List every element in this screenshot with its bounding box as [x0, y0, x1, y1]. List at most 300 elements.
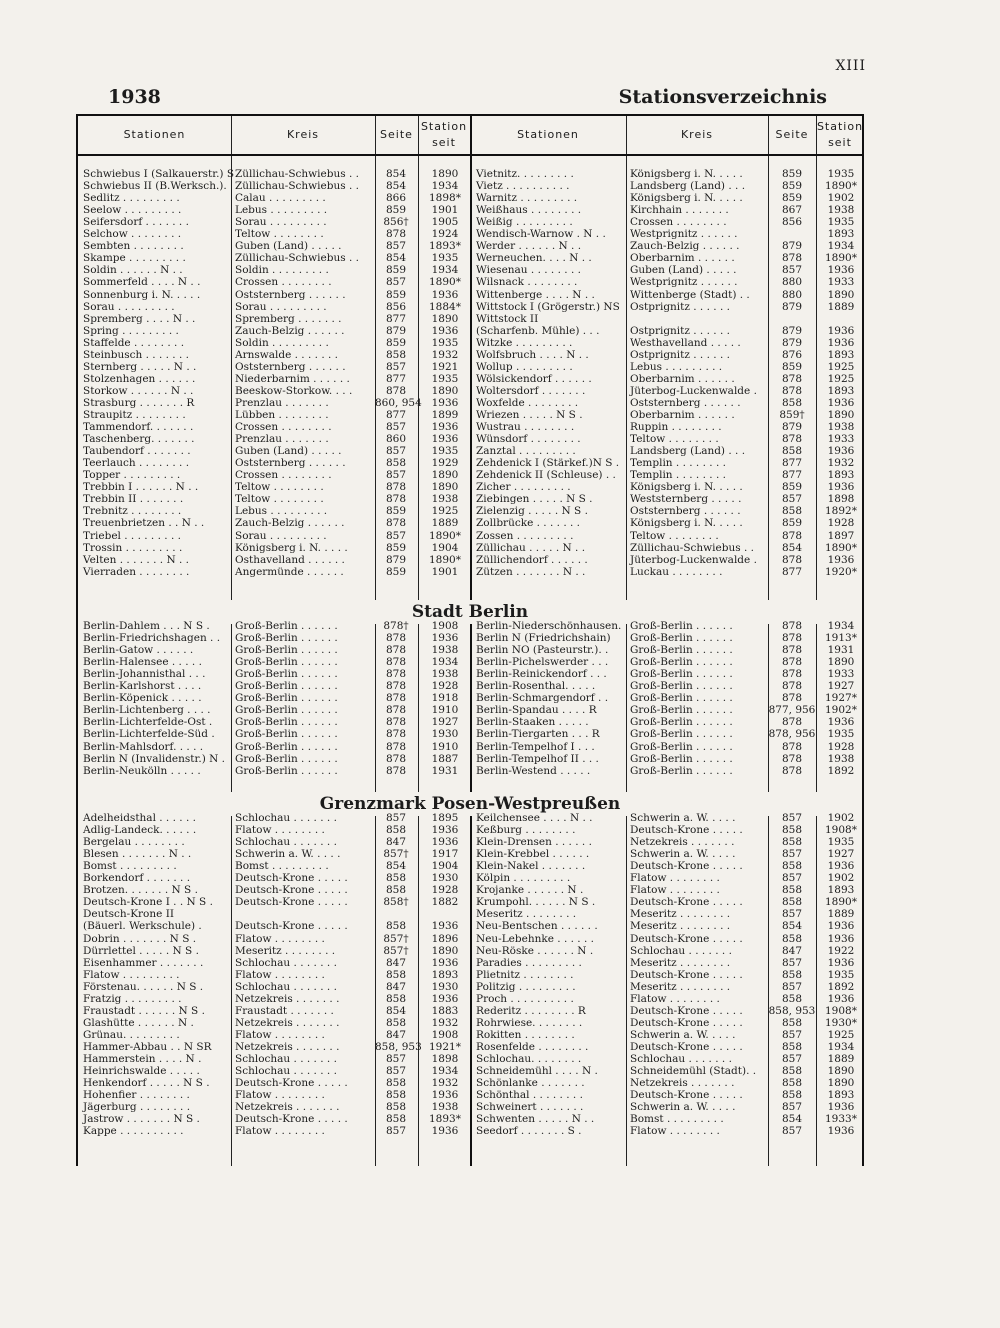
table-row: [78, 969, 862, 981]
cell-station: Glashütte . . . . . . N .: [83, 1016, 194, 1029]
cell-kreis: Sorau . . . . . . . . .: [235, 529, 327, 542]
cell-station: Berlin-Köpenick . . . . .: [83, 692, 202, 705]
cell-station: Strasburg . . . . . . . R: [83, 396, 195, 409]
cell-station: Trebbin I . . . . . . N . .: [83, 481, 199, 494]
cell-station: Taubendorf . . . . . . .: [83, 445, 191, 458]
table-row: [78, 542, 862, 554]
cell-seit: 1925: [431, 505, 459, 518]
cell-station: Eisenhammer . . . . . . .: [83, 956, 204, 969]
table-row: [78, 204, 862, 216]
table-row: [78, 1113, 862, 1125]
cell-seite: 858: [385, 457, 407, 470]
cell-kreis-right: Schlochau . . . . . . .: [630, 1053, 732, 1065]
cell-station-right: Berlin-Staaken . . . . .: [476, 716, 589, 729]
cell-kreis-right: Oberbarnim . . . . . .: [630, 409, 735, 421]
cell-station: Jägerburg . . . . . . . .: [83, 1101, 191, 1114]
cell-seit-right: 1936: [827, 956, 855, 969]
cell-seite: 878: [385, 692, 407, 705]
table-row: [78, 301, 862, 313]
cell-station: Trebnitz . . . . . . . .: [83, 505, 182, 518]
cell-kreis: Groß-Berlin . . . . . .: [235, 632, 338, 645]
cell-kreis-right: Groß-Berlin . . . . . .: [630, 728, 733, 741]
cell-seite-right: 854: [781, 541, 803, 554]
table-row: [78, 289, 862, 301]
cell-kreis: Deutsch-Krone . . . . .: [235, 1113, 348, 1126]
cell-kreis-right: Königsberg i. N. . . . .: [630, 192, 743, 205]
table-row: [78, 1053, 862, 1065]
page-number: XIII: [835, 58, 866, 74]
cell-seit: 1896: [431, 932, 459, 945]
cell-seit: 1936: [431, 824, 459, 837]
cell-seit-right: 1890*: [825, 252, 857, 265]
cell-seite-right: 857: [781, 1028, 803, 1041]
table-row: [78, 1077, 862, 1089]
cell-station: Berlin-Friedrichshagen . .: [83, 632, 221, 645]
cell-seit-right: 1902*: [825, 704, 857, 717]
cell-seite: 857: [385, 1065, 407, 1078]
header-station-seit: Station seit: [420, 120, 468, 149]
cell-station-right: Meseritz . . . . . . . .: [476, 908, 577, 921]
cell-seite: 858†: [383, 896, 409, 909]
cell-seit-right: 1902: [827, 872, 855, 885]
cell-seit-right: 1890*: [825, 180, 857, 193]
cell-kreis-right: Netzekreis . . . . . . .: [630, 836, 735, 849]
cell-seite: 858: [385, 920, 407, 933]
cell-seit: 1936: [431, 956, 459, 969]
cell-kreis: Zauch-Belzig . . . . . .: [235, 517, 345, 530]
cell-kreis: Groß-Berlin . . . . . .: [235, 728, 338, 741]
cell-station-right: Proch . . . . . . . . . .: [476, 992, 574, 1005]
cell-seite: 857: [385, 421, 407, 434]
cell-kreis: Züllichau-Schwiebus . .: [235, 180, 359, 193]
table-row: [78, 505, 862, 517]
table-row: [78, 469, 862, 481]
cell-station-right: Züllichau . . . . . N . .: [476, 541, 586, 554]
cell-station-right: Wilsnack . . . . . . . .: [476, 276, 578, 289]
table-row: [78, 264, 862, 276]
cell-station: Sedlitz . . . . . . . . .: [83, 192, 180, 205]
cell-seite-right: 858: [781, 1016, 803, 1029]
cell-station-right: Warnitz . . . . . . . . .: [476, 192, 578, 205]
cell-station-right: Klein-Krebbel . . . . . .: [476, 848, 590, 861]
table-row: [78, 180, 862, 192]
cell-seit: 1934: [431, 264, 459, 277]
cell-seit: 1938: [431, 493, 459, 506]
cell-seite: 858: [385, 968, 407, 981]
cell-kreis-right: Deutsch-Krone . . . . .: [630, 1004, 743, 1017]
cell-station-right: Kölpin . . . . . . . . .: [476, 872, 571, 885]
cell-seite: 859: [385, 505, 407, 518]
table-row: [78, 1125, 862, 1137]
cell-kreis-right: Meseritz . . . . . . . .: [630, 980, 731, 993]
cell-kreis-right: Westprignitz . . . . . .: [630, 228, 738, 241]
table-row: [78, 860, 862, 872]
cell-station: Henkendorf . . . . . N S .: [83, 1077, 210, 1090]
cell-seite: 854: [385, 1004, 407, 1017]
cell-seit-right: 1928: [827, 517, 855, 530]
cell-seite-right: 858: [781, 860, 803, 873]
cell-station: Adlig-Landeck. . . . . .: [83, 824, 197, 837]
cell-kreis: Netzekreis . . . . . . .: [235, 1016, 340, 1029]
cell-station: Borkendorf . . . . . . .: [83, 872, 191, 885]
section-title: Grenzmark Posen-Westpreußen: [78, 792, 862, 816]
cell-kreis-right: Templin . . . . . . . .: [630, 469, 726, 482]
cell-station-right: Wiesenau . . . . . . . .: [476, 264, 581, 277]
cell-seite: 857†: [383, 932, 409, 945]
table-row: [78, 325, 862, 337]
cell-seite: 857: [385, 240, 407, 253]
cell-seite-right: 858: [781, 1040, 803, 1053]
cell-seite-right: 878: [781, 384, 803, 397]
cell-seit-right: 1892: [827, 980, 855, 993]
cell-seit: 1905: [431, 216, 459, 229]
table-row: [78, 824, 862, 836]
header-rule: [78, 154, 862, 156]
cell-seit-right: 1936: [827, 920, 855, 933]
cell-station-right: Werder . . . . . . N . .: [476, 240, 582, 253]
cell-seit: 1890: [431, 481, 459, 494]
cell-seite: 858: [385, 1113, 407, 1126]
cell-kreis: Calau . . . . . . . . .: [235, 192, 326, 205]
cell-seite: 878: [385, 632, 407, 645]
cell-seit-right: 1936: [827, 716, 855, 729]
table-row: [78, 716, 862, 728]
table-row: [78, 945, 862, 957]
cell-seit: 1898*: [429, 192, 461, 205]
cell-seite-right: 878: [781, 716, 803, 729]
cell-seite-right: 879: [781, 240, 803, 253]
cell-seite: 858: [385, 1077, 407, 1090]
cell-seit-right: 1893: [827, 348, 855, 361]
cell-kreis: Netzekreis . . . . . . .: [235, 992, 340, 1005]
cell-station-right: Berlin-Rosenthal. . . . .: [476, 680, 596, 693]
cell-seit: 1930: [431, 728, 459, 741]
cell-seit: 1936: [431, 632, 459, 645]
cell-station: Berlin-Neukölln . . . . .: [83, 764, 201, 777]
cell-seite: 860: [385, 433, 407, 446]
cell-seit: 1935: [431, 252, 459, 265]
cell-kreis-right: Züllichau-Schwiebus . .: [630, 541, 754, 554]
cell-seit: 1936: [431, 288, 459, 301]
table-row: [78, 337, 862, 349]
cell-seit-right: 1920*: [825, 565, 857, 578]
cell-seite: 858: [385, 992, 407, 1005]
cell-seite: 878: [385, 481, 407, 494]
cell-station: Straupitz . . . . . . . .: [83, 409, 186, 421]
cell-seit-right: 1935: [827, 968, 855, 981]
cell-seit-right: 1931: [827, 644, 855, 657]
cell-seite: 859: [385, 288, 407, 301]
cell-station-right: Rederitz . . . . . . . . R: [476, 1004, 586, 1017]
table-row: [78, 692, 862, 704]
table-row: [78, 656, 862, 668]
cell-seit-right: 1934: [827, 240, 855, 253]
cell-seite-right: 877, 956: [768, 704, 816, 717]
cell-seit: 1936: [431, 396, 459, 409]
cell-station-right: Berlin-Tempelhof I . . .: [476, 740, 595, 753]
cell-station-right: Politzig . . . . . . . . .: [476, 980, 576, 993]
cell-station: Deutsch-Krone I . . N S .: [83, 896, 213, 909]
cell-seit: 1936: [431, 836, 459, 849]
cell-seite: 879: [385, 324, 407, 337]
cell-seit: 1904: [431, 860, 459, 873]
table-row: [78, 530, 862, 542]
station-table: [76, 114, 864, 1166]
cell-kreis-right: Deutsch-Krone . . . . .: [630, 896, 743, 909]
cell-station-right: Schneidemühl . . . . N .: [476, 1065, 598, 1078]
cell-seite: 857†: [383, 848, 409, 861]
cell-station-right: Berlin-Pichelswerder . . .: [476, 656, 609, 669]
cell-seit: 1895: [431, 812, 459, 824]
cell-kreis-right: Groß-Berlin . . . . . .: [630, 644, 733, 657]
cell-seit: 1921: [431, 360, 459, 373]
cell-kreis: Flatow . . . . . . . .: [235, 1028, 325, 1041]
cell-seit: 1938: [431, 644, 459, 657]
cell-seite-right: 858: [781, 932, 803, 945]
cell-station: Berlin-Dahlem . . . N S .: [83, 620, 210, 632]
cell-seit: 1936: [431, 1089, 459, 1102]
cell-kreis: Oststernberg . . . . . .: [235, 288, 346, 301]
cell-seit: 1917: [431, 848, 459, 861]
cell-kreis: Königsberg i. N. . . . .: [235, 541, 348, 554]
cell-kreis-right: Schneidemühl (Stadt). .: [630, 1065, 757, 1078]
cell-seit-right: 1938: [827, 752, 855, 765]
cell-kreis: Groß-Berlin . . . . . .: [235, 740, 338, 753]
cell-seite-right: 857: [781, 1125, 803, 1138]
cell-kreis-right: Zauch-Belzig . . . . . .: [630, 240, 740, 253]
header-stationen-right: Stationen: [517, 128, 579, 141]
cell-seite: 854: [385, 252, 407, 265]
table-row: [78, 1017, 862, 1029]
cell-seit-right: 1913*: [825, 632, 857, 645]
cell-station-right: Neu-Bentschen . . . . . .: [476, 920, 598, 933]
cell-kreis-right: Jüterbog-Luckenwalde .: [630, 553, 757, 566]
cell-station-right: Wustrau . . . . . . . .: [476, 421, 575, 434]
cell-seite: 859: [385, 264, 407, 277]
cell-seite-right: 877: [781, 565, 803, 578]
cell-seit-right: 1922: [827, 944, 855, 957]
header-stationen: Stationen: [123, 128, 186, 141]
cell-station-right: Schweinert . . . . . . .: [476, 1101, 584, 1114]
cell-station-right: Rokitten . . . . . . . .: [476, 1028, 575, 1041]
cell-station-right: Wittstock I (Grögerstr.) NS: [476, 300, 620, 313]
cell-seite-right: 857: [781, 848, 803, 861]
table-row: [78, 680, 862, 692]
cell-seite-right: 854: [781, 1113, 803, 1126]
cell-seite: 856†: [383, 216, 409, 229]
cell-seite-right: 878: [781, 764, 803, 777]
cell-station-right: Krojanke . . . . . . N .: [476, 884, 584, 897]
cell-seite-right: 859: [781, 517, 803, 530]
cell-station: Treuenbrietzen . . N . .: [83, 517, 205, 530]
cell-seite: 856: [385, 300, 407, 313]
cell-kreis-right: Oberbarnim . . . . . .: [630, 372, 735, 385]
cell-seite-right: 857: [781, 1053, 803, 1065]
cell-station: Staffelde . . . . . . . .: [83, 336, 185, 349]
cell-seite-right: 879: [781, 300, 803, 313]
cell-seit-right: 1902: [827, 812, 855, 824]
cell-kreis: Osthavelland . . . . . .: [235, 553, 345, 566]
cell-seit-right: 1908*: [825, 824, 857, 837]
cell-seite-right: 859: [781, 180, 803, 193]
cell-seit-right: 1893: [827, 469, 855, 482]
cell-seite: 847: [385, 956, 407, 969]
cell-seite: 878: [385, 228, 407, 241]
cell-station-right: Berlin-Spandau . . . . R: [476, 704, 597, 717]
cell-kreis-right: Westhavelland . . . . .: [630, 336, 741, 349]
cell-kreis-right: Deutsch-Krone . . . . .: [630, 1016, 743, 1029]
cell-station-right: Zossen . . . . . . . . .: [476, 529, 574, 542]
cell-kreis-right: Schwerin a. W. . . . .: [630, 1028, 736, 1041]
cell-station: Dürrlettel . . . . . N S .: [83, 944, 199, 957]
cell-seite: 858, 953: [375, 1040, 422, 1053]
cell-station-right: Vietnitz. . . . . . . . .: [476, 168, 574, 180]
cell-seit-right: 1936: [827, 1125, 855, 1138]
cell-seite: 859: [385, 204, 407, 217]
cell-seit-right: 1936: [827, 992, 855, 1005]
table-row: [78, 957, 862, 969]
cell-seite: 877: [385, 312, 407, 325]
cell-seite: 859: [385, 565, 407, 578]
cell-seit-right: 1936: [827, 553, 855, 566]
cell-station-right: Krumpohl. . . . . . N S .: [476, 896, 596, 909]
cell-seite: 878: [385, 680, 407, 693]
cell-seit-right: 1892: [827, 764, 855, 777]
cell-kreis-right: Guben (Land) . . . . .: [630, 264, 737, 277]
cell-seit: 1901: [431, 204, 459, 217]
table-row: [78, 481, 862, 493]
cell-seit-right: 1890: [827, 288, 855, 301]
cell-station-right: Weißig . . . . . . . . .: [476, 216, 573, 229]
cell-seit-right: 1936: [827, 1101, 855, 1114]
table-row: [78, 644, 862, 656]
cell-seit-right: 1936: [827, 264, 855, 277]
cell-station-right: Klein-Drensen . . . . . .: [476, 836, 592, 849]
cell-seit-right: 1927*: [825, 692, 857, 705]
cell-seite: 857: [385, 469, 407, 482]
cell-station-right: Zehdenick II (Schleuse) . .: [476, 469, 616, 482]
cell-seite: 878: [385, 728, 407, 741]
cell-seit: 1893*: [429, 240, 461, 253]
cell-seit: 1890*: [429, 553, 461, 566]
cell-seit-right: 1933: [827, 433, 855, 446]
cell-kreis: Groß-Berlin . . . . . .: [235, 704, 338, 717]
cell-station-right: Keßburg . . . . . . . .: [476, 824, 576, 837]
cell-seit-right: 1889: [827, 908, 855, 921]
table-row: [78, 668, 862, 680]
cell-seite-right: 857: [781, 908, 803, 921]
cell-seite: 877: [385, 372, 407, 385]
cell-kreis: Teltow . . . . . . . .: [235, 228, 324, 241]
cell-station: Berlin N (Invalidenstr.) N .: [83, 752, 226, 765]
cell-station: Sternberg . . . . . N . .: [83, 360, 197, 373]
cell-kreis-right: Groß-Berlin . . . . . .: [630, 752, 733, 765]
table-row: [78, 240, 862, 252]
cell-seit: 1936: [431, 1125, 459, 1138]
cell-station-right: Berlin-Niederschönhausen.: [476, 620, 622, 632]
cell-seite: 858: [385, 824, 407, 837]
cell-station: Fraustadt . . . . . . N S .: [83, 1004, 205, 1017]
cell-seite-right: 878: [781, 632, 803, 645]
cell-seit-right: 1935: [827, 728, 855, 741]
cell-kreis-right: Westprignitz . . . . . .: [630, 276, 738, 289]
cell-seit-right: 1928: [827, 740, 855, 753]
cell-seite-right: 877: [781, 469, 803, 482]
cell-seite-right: 857: [781, 956, 803, 969]
cell-kreis-right: Templin . . . . . . . .: [630, 457, 726, 470]
cell-station: Sonnenburg i. N. . . . .: [83, 288, 201, 301]
cell-seit: 1935: [431, 336, 459, 349]
cell-station: Berlin-Johannisthal . . .: [83, 668, 206, 681]
table-row: [78, 704, 862, 716]
table-row: [78, 728, 862, 740]
cell-station: Berlin-Lichtenberg . . . .: [83, 704, 211, 717]
cell-seit-right: 1890: [827, 656, 855, 669]
cell-seit-right: 1938: [827, 204, 855, 217]
table-row: [78, 373, 862, 385]
cell-kreis: Beeskow-Storkow. . . .: [235, 384, 353, 397]
cell-seit: 1936: [431, 324, 459, 337]
table-row: [78, 445, 862, 457]
cell-kreis-right: Flatow . . . . . . . .: [630, 872, 720, 885]
cell-seite-right: 859†: [779, 409, 805, 421]
cell-seit-right: 1925: [827, 360, 855, 373]
table-row: [78, 493, 862, 505]
cell-seit: 1931: [431, 764, 459, 777]
cell-seite-right: 847: [781, 944, 803, 957]
cell-station: Berlin-Mahlsdorf. . . . .: [83, 740, 204, 753]
cell-kreis: Netzekreis . . . . . . .: [235, 1101, 340, 1114]
cell-station-right: (Scharfenb. Mühle) . . .: [476, 324, 600, 337]
cell-seite-right: 857: [781, 1101, 803, 1114]
cell-kreis: Guben (Land) . . . . .: [235, 240, 342, 253]
cell-station: Hammer-Abbau . . N SR: [83, 1040, 212, 1053]
cell-seite: 877: [385, 409, 407, 421]
cell-seit: 1884*: [429, 300, 461, 313]
cell-seite-right: 859: [781, 192, 803, 205]
cell-station-right: Schwenten . . . . . N . .: [476, 1113, 595, 1126]
cell-station-right: Berlin-Reinickendorf . . .: [476, 668, 607, 681]
table-row: [78, 933, 862, 945]
cell-station: Blesen . . . . . . . N . .: [83, 848, 192, 861]
cell-kreis: Oststernberg . . . . . .: [235, 360, 346, 373]
cell-seite: 847: [385, 836, 407, 849]
cell-seite: 858: [385, 872, 407, 885]
cell-seite: 858: [385, 884, 407, 897]
cell-seit: 1883: [431, 1004, 459, 1017]
cell-kreis-right: Schwerin a. W. . . . .: [630, 848, 736, 861]
cell-kreis: Schlochau . . . . . . .: [235, 812, 337, 824]
cell-kreis: Groß-Berlin . . . . . .: [235, 620, 338, 632]
cell-kreis: Lebus . . . . . . . . .: [235, 505, 328, 518]
table-row: [78, 908, 862, 920]
cell-station: Hohenfier . . . . . . . .: [83, 1089, 190, 1102]
cell-station: Trebbin II . . . . . . .: [83, 493, 184, 506]
cell-seit: 1928: [431, 884, 459, 897]
cell-kreis: Deutsch-Krone . . . . .: [235, 884, 348, 897]
cell-station: Berlin-Karlshorst . . . .: [83, 680, 202, 693]
cell-seit-right: 1936: [827, 324, 855, 337]
cell-seite: 878: [385, 517, 407, 530]
cell-kreis: Crossen . . . . . . . .: [235, 469, 332, 482]
cell-kreis-right: Meseritz . . . . . . . .: [630, 956, 731, 969]
cell-kreis-right: Jüterbog-Luckenwalde .: [630, 384, 757, 397]
cell-station: Kappe . . . . . . . . . .: [83, 1125, 184, 1138]
cell-seite: 878: [385, 704, 407, 717]
table-row: [78, 812, 862, 824]
cell-seit: 1930: [431, 980, 459, 993]
cell-kreis-right: Lebus . . . . . . . . .: [630, 360, 723, 373]
